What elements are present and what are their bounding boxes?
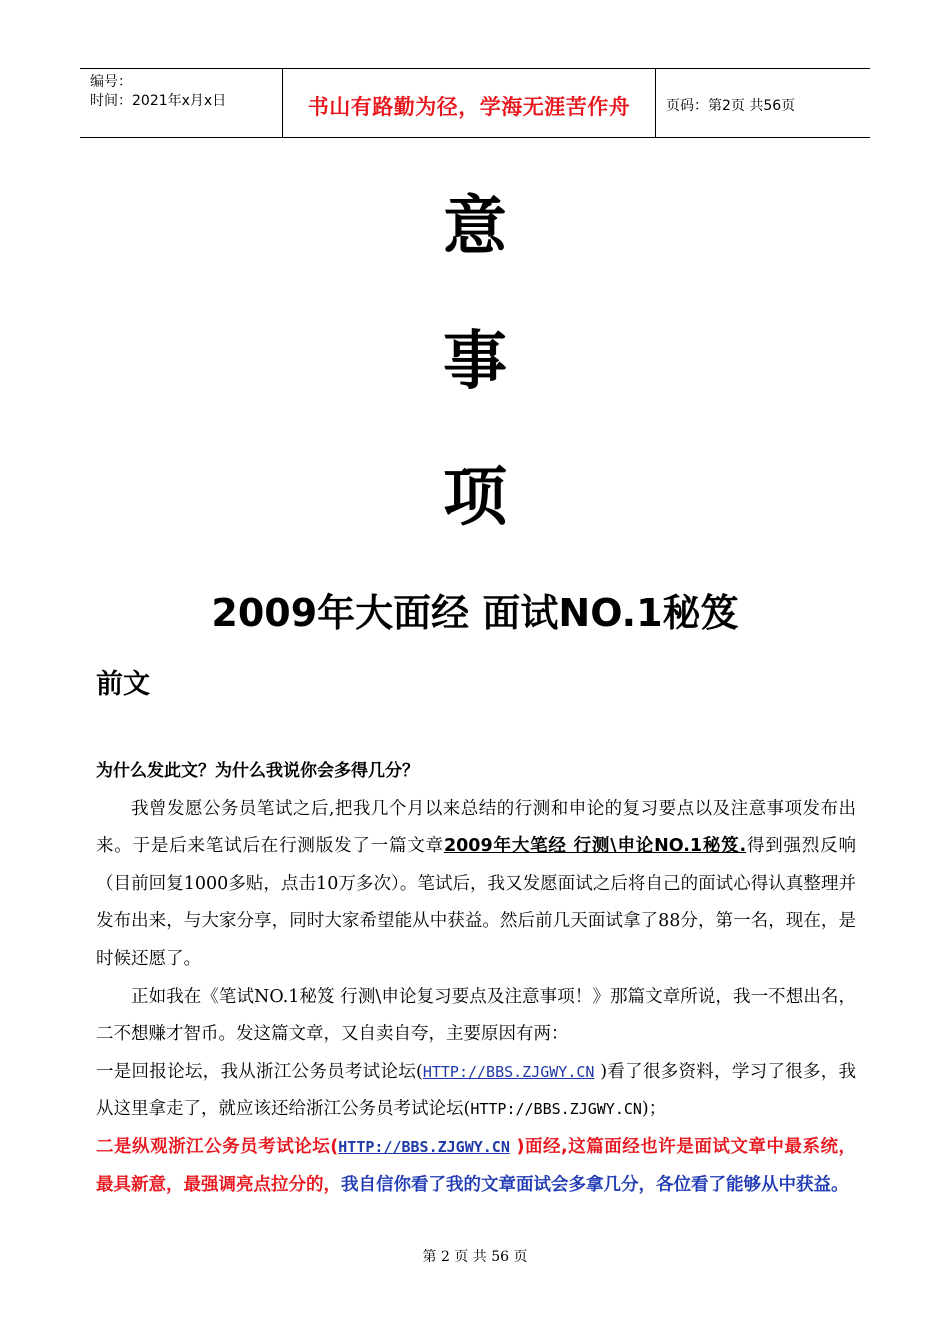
header-motto: 书山有路勤为径，学海无涯苦作舟 [282, 69, 656, 137]
page-footer: 第 2 页 共 56 页 [422, 1249, 528, 1265]
paragraph-3-text-2: )看了很多资料，学习了很多，我从这里拿走了，就应该还给浙江公务员考试论坛( [96, 1061, 857, 1120]
document-title: 2009年大面经 面试NO.1秘笈 [211, 591, 739, 635]
forum-link[interactable]: HTTP://BBS.ZJGWY.CN [422, 1062, 595, 1081]
vertical-title-char-3: 项 [443, 461, 507, 535]
vertical-title-char-2: 事 [443, 325, 507, 399]
paragraph-1 [96, 791, 856, 979]
paragraph-3 [96, 1054, 856, 1129]
paragraph-4-prefix: 二是 [96, 1136, 133, 1157]
paragraph-4 [96, 1129, 856, 1204]
paragraph-4-red-text-2: )面经,这篇面经也许是面试文章中最系统，最具新意，最强调亮点拉分的， [96, 1136, 856, 1195]
section-heading: 前文 [96, 669, 150, 700]
header-meta [80, 69, 282, 137]
page-header [80, 68, 870, 138]
article-link[interactable]: 2009年大笔经 行测\申论NO.1秘笈. [443, 836, 747, 857]
header-page-info: 页码：第2页 共56页 [666, 98, 796, 114]
vertical-title-char-1: 意 [443, 190, 507, 264]
forum-link-2[interactable]: HTTP://BBS.ZJGWY.CN [338, 1137, 510, 1156]
document-body [96, 753, 856, 1204]
paragraph-4-blue-text: 我自信你看了我的文章面试会多拿几分，各位看了能够从中获益。 [341, 1174, 849, 1195]
paragraph-3-text: 一是回报论坛，我从浙江公务员考试论坛( [96, 1061, 423, 1082]
forum-url-plain: HTTP://BBS.ZJGWY.CN [470, 1100, 642, 1119]
paragraph-4-red-text: 纵观浙江公务员考试论坛( [132, 1136, 339, 1157]
header-number: 编号： [90, 74, 132, 90]
paragraph-3-text-3: )； [641, 1099, 667, 1120]
header-time: 时间：2021年x月x日 [90, 93, 227, 109]
paragraph-1-text: 我曾发愿公务员笔试之后,把我几个月以来总结的行测和申论的复习要点以及注意事项发布出来。于是后来笔试后在行测版发了一篇文章 [96, 798, 856, 857]
question-heading: 为什么发此文？为什么我说你会多得几分？ [96, 761, 419, 781]
paragraph-1-text-2: 得到强烈反响（目前回复1000多贴，点击10万多次）。笔试后，我又发愿面试之后将自己的面试心得认真整理并发布出来，与大家分享，同时大家希望能从中获益。然后前几天面试拿了88分，第一名，现在，是时候还愿了。 [96, 836, 856, 969]
paragraph-2: 正如我在《笔试NO.1秘笈 行测\申论复习要点及注意事项！》那篇文章所说，我一不想出名，二不想赚才智币。发这篇文章，又自卖自夸，主要原因有两： [96, 986, 856, 1045]
